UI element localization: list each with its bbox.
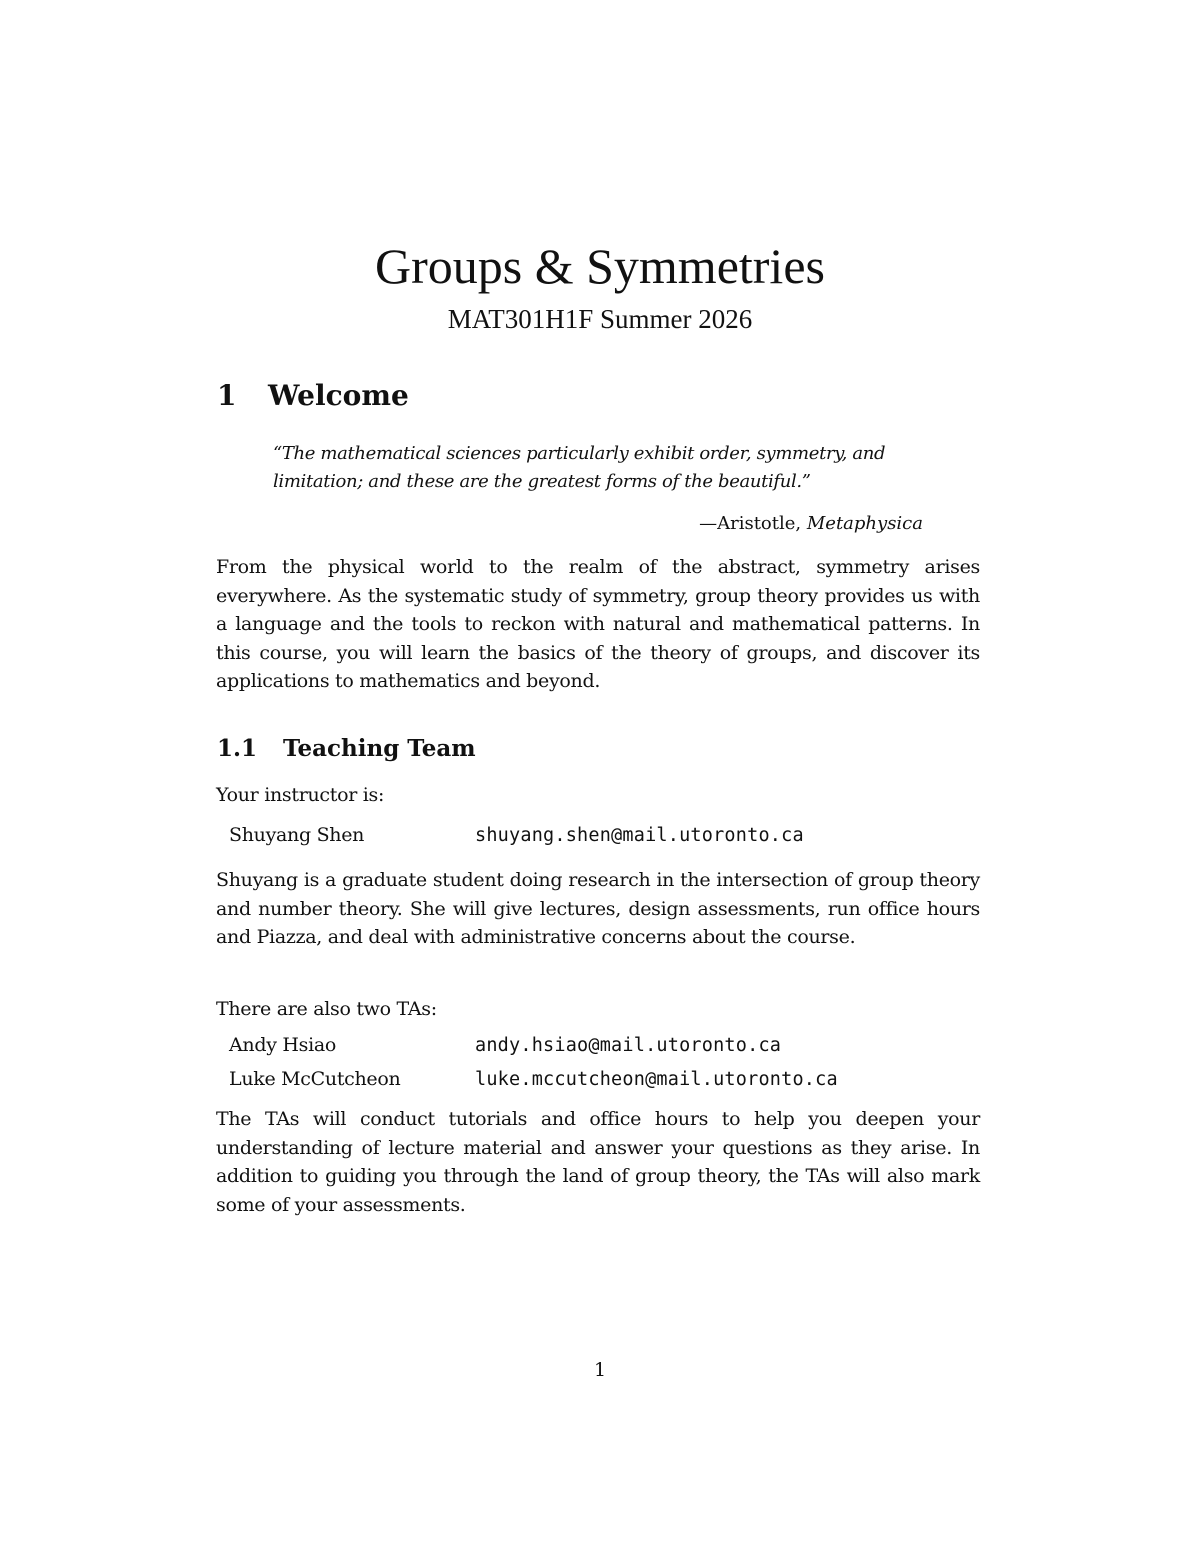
instructor-intro: Your instructor is: bbox=[216, 784, 385, 806]
tas-bio: The TAs will conduct tutorials and office hours to help you deepen your understanding of lecture material and answer your questions as they arise. In addition to guiding you through the land of group theory, the TAs will also mark some of your assessments. bbox=[216, 1108, 980, 1216]
instructor-bio: Shuyang is a graduate student doing research in the intersection of group theory and number theory. She will give lectures, design assessments, run office hours and Piazza, and deal with administrative concerns about the course. bbox=[216, 869, 980, 948]
intro-paragraph: From the physical world to the realm of the abstract, symmetry arises everywhere. As the systematic study of symmetry, group theory provides us with a language and the tools to reckon with natural and mathematical patterns. In this course, you will learn the basics of the theory of groups, and discover its applications to mathematics and beyond. bbox=[216, 556, 980, 692]
instructor-name: Shuyang Shen bbox=[229, 824, 365, 846]
attribution-author: —Aristotle, bbox=[699, 513, 807, 534]
tas-intro: There are also two TAs: bbox=[216, 998, 437, 1020]
ta-email: luke.mccutcheon@mail.utoronto.ca bbox=[475, 1068, 838, 1090]
instructor-table bbox=[229, 818, 804, 852]
ta-name: Luke McCutcheon bbox=[229, 1068, 401, 1090]
subsection-heading-teaching-team bbox=[217, 731, 476, 767]
section-title: Welcome bbox=[268, 379, 409, 412]
subsection-title: Teaching Team bbox=[283, 735, 476, 762]
ta-table bbox=[229, 1028, 838, 1096]
page-number: 1 bbox=[593, 1359, 607, 1381]
instructor-email: shuyang.shen@mail.utoronto.ca bbox=[475, 824, 804, 846]
instructor-row bbox=[229, 818, 804, 852]
ta-email: andy.hsiao@mail.utoronto.ca bbox=[475, 1034, 782, 1056]
document-title: Groups & Symmetries bbox=[375, 238, 825, 294]
section-heading-welcome bbox=[217, 376, 409, 416]
ta-name: Andy Hsiao bbox=[229, 1034, 337, 1056]
section-number: 1 bbox=[217, 379, 237, 412]
epigraph-attribution bbox=[699, 510, 923, 538]
course-code: MAT301H1F Summer 2026 bbox=[447, 304, 753, 334]
epigraph-quote: “The mathematical sciences particularly exhibit order, symmetry, and limitation; and these are the greatest forms of the beautiful.” bbox=[273, 443, 886, 492]
subsection-number: 1.1 bbox=[217, 735, 258, 762]
attribution-work: Metaphysica bbox=[806, 513, 923, 534]
ta-row bbox=[229, 1062, 838, 1096]
ta-row bbox=[229, 1028, 838, 1062]
